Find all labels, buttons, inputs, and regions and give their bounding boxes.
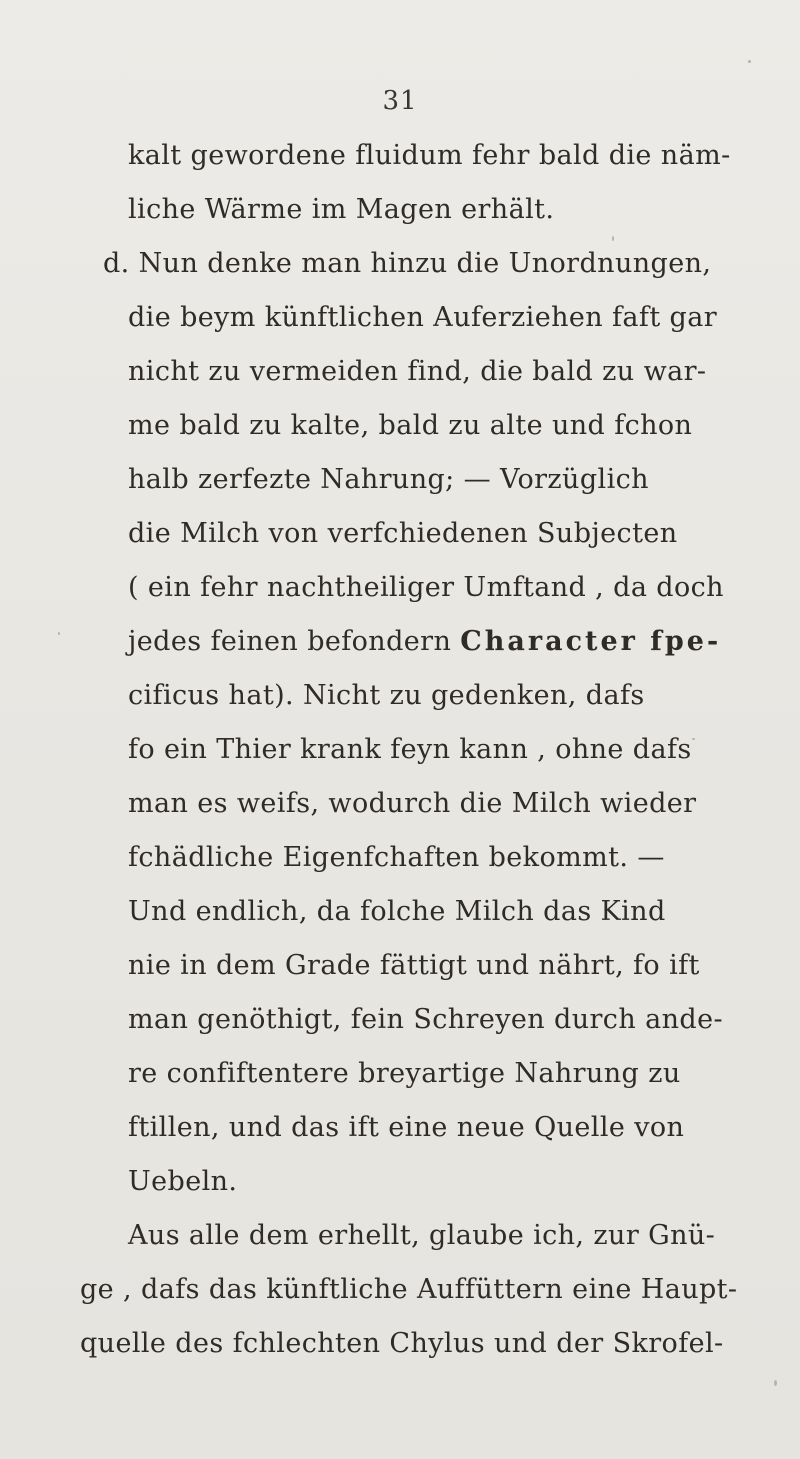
paper-speck [58, 632, 60, 635]
text-line: quelle des fchlechten Chylus und der Skrofel- [80, 1328, 724, 1359]
text-line: nicht zu vermeiden find, die bald zu war- [128, 356, 707, 387]
text-line: Uebeln. [128, 1166, 238, 1197]
text-line: ftillen, und das ift eine neue Quelle von [128, 1112, 685, 1143]
text-line: man genöthigt, fein Schreyen durch ande- [128, 1004, 723, 1035]
text-segment: jedes feinen befondern [128, 626, 452, 657]
text-line: re confiftentere breyartige Nahrung zu [128, 1058, 681, 1089]
text-line: ge , dafs das künftliche Auffüttern eine Haupt- [80, 1274, 738, 1305]
text-line: fchädliche Eigenfchaften bekommt. — [128, 842, 665, 873]
text-line: halb zerfezte Nahrung; — Vorzüglich [128, 464, 649, 495]
paper-speck [774, 1380, 777, 1386]
text-line: fo ein Thier krank feyn kann , ohne dafs [128, 734, 692, 765]
text-line: kalt gewordene fluidum fehr bald die näm- [128, 140, 731, 171]
text-line: cificus hat). Nicht zu gedenken, dafs [128, 680, 645, 711]
spaced-emphasis: Character fpe- [460, 626, 722, 657]
paper-speck [692, 738, 695, 740]
text-line: die beym künftlichen Auferziehen faft gar [128, 302, 718, 333]
text-line: ( ein fehr nachtheiliger Umftand , da doch [128, 572, 724, 603]
text-line: die Milch von verfchiedenen Subjecten [128, 518, 678, 549]
text-line: Und endlich, da folche Milch das Kind [128, 896, 666, 927]
text-line: me bald zu kalte, bald zu alte und fchon [128, 410, 693, 441]
paper-speck [748, 60, 751, 63]
text-line: liche Wärme im Magen erhält. [128, 194, 555, 225]
text-line: d. Nun denke man hinzu die Unordnungen, [103, 248, 712, 279]
page-number: 31 [382, 86, 418, 116]
text-line: Aus alle dem erhellt, glaube ich, zur Gnü- [128, 1220, 716, 1251]
text-line: man es weifs, wodurch die Milch wieder [128, 788, 697, 819]
text-line: nie in dem Grade fättigt und nährt, fo ift [128, 950, 700, 981]
text-line-character [128, 626, 721, 658]
paper-speck [612, 236, 614, 241]
